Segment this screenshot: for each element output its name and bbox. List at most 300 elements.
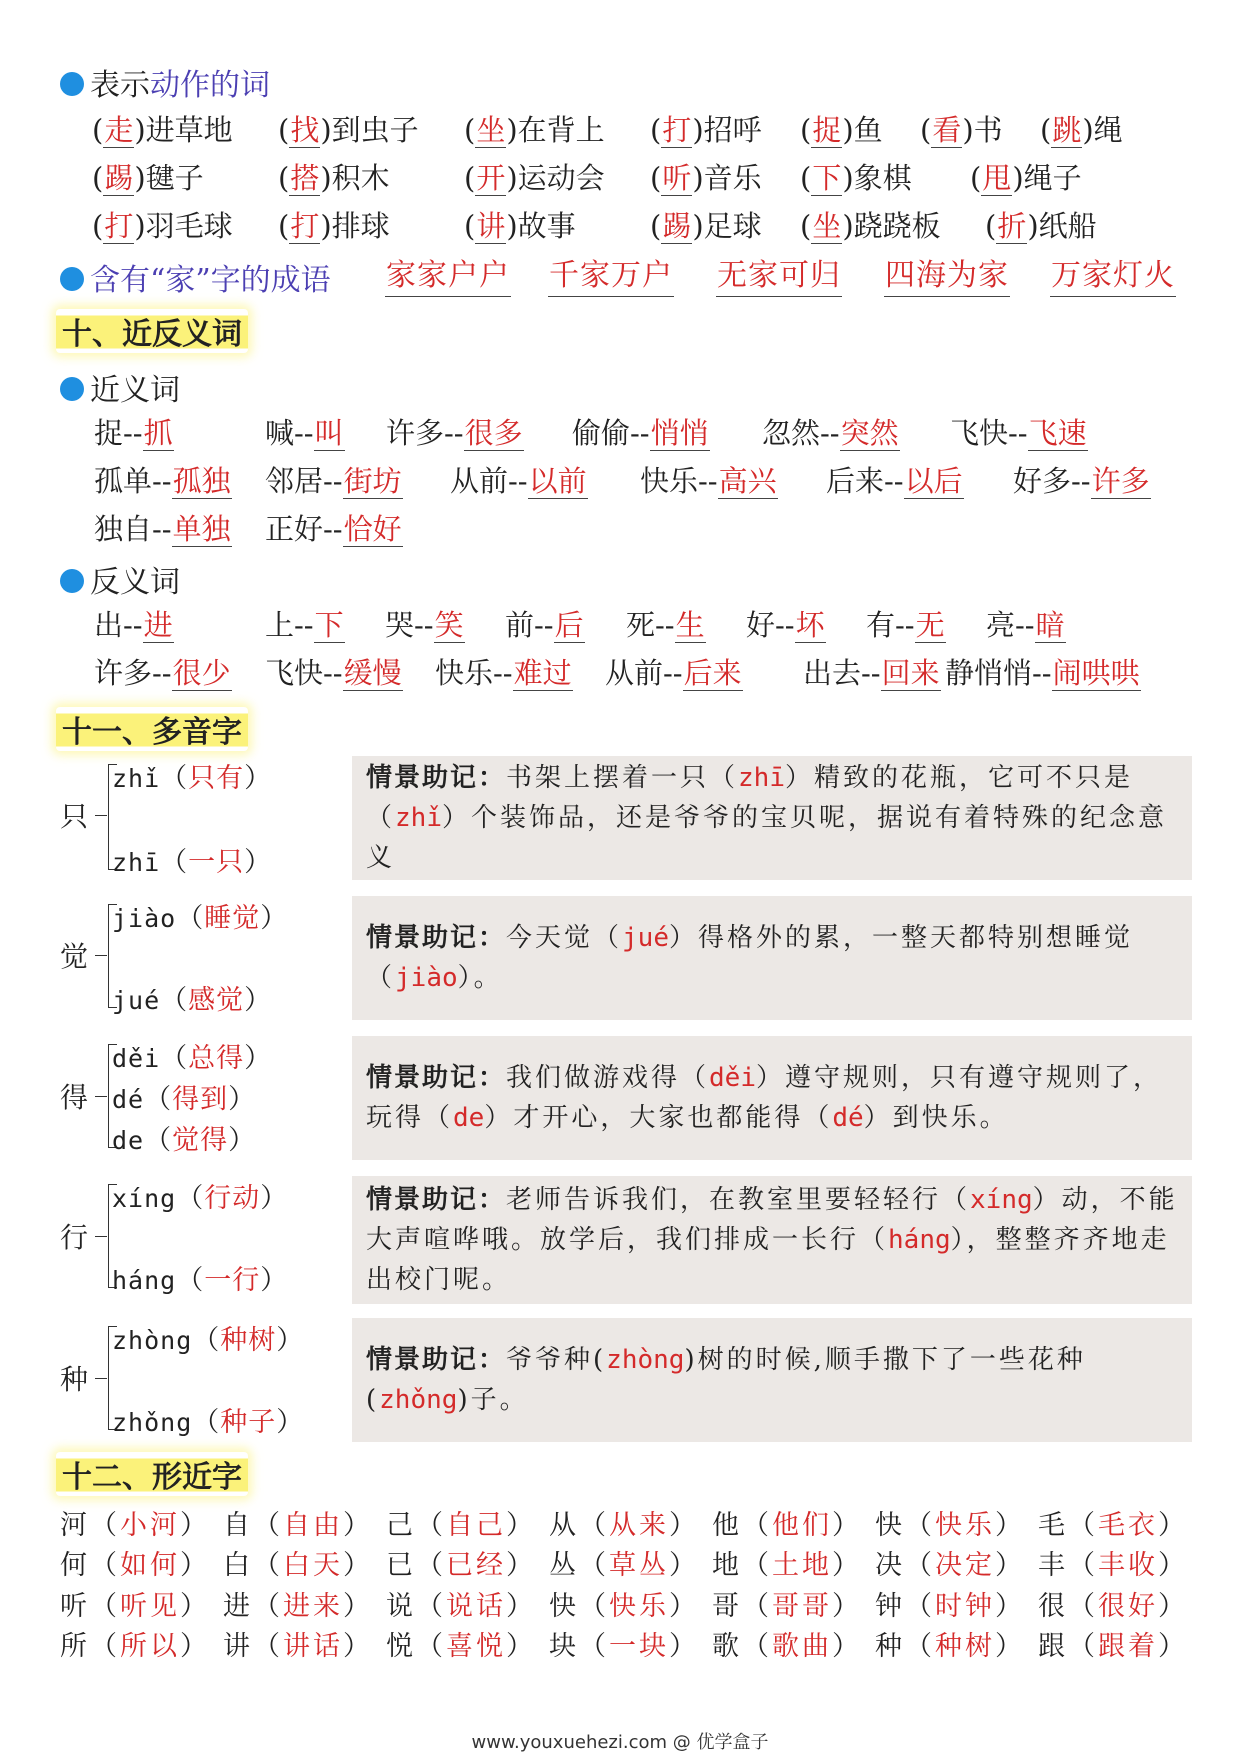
synonym-pair [94,461,232,501]
verb-object: )积木 [320,161,390,195]
memory-aid-text [366,1058,1178,1138]
paren-open: （ [742,1591,772,1622]
memo-pinyin: zhǐ [395,803,442,833]
verb-answer: 打 [662,113,692,147]
verb-answer: 走 [104,113,134,147]
synonym-answer: 飞速 [1028,416,1087,450]
similar-word: 自己 [446,1510,506,1541]
paren-close: ） [995,1510,1025,1541]
paren-open: （ [90,1550,120,1581]
paren-open: ( [920,113,932,147]
antonym-answer: 无 [915,608,945,642]
similar-word: 很好 [1098,1591,1158,1622]
similar-word: 歌曲 [772,1631,832,1662]
verb-answer: 下 [812,161,842,195]
similar-char: 丰 [1038,1550,1068,1581]
memo-text: ）。 [457,963,503,993]
similar-word: 已经 [446,1550,506,1581]
antonym-word: 哭-- [385,608,434,642]
synonym-row [0,413,1240,453]
similar-word: 自由 [283,1510,343,1541]
similar-word: 快乐 [609,1591,669,1622]
synonym-pair [265,461,403,501]
verb-object: )进草地 [134,113,233,147]
pinyin: jué [112,986,161,1015]
verb-row [0,110,1240,150]
similar-pair [875,1546,1025,1586]
similar-row [60,1627,1220,1667]
blue-bullet-icon [60,569,84,593]
polyphone-reading [112,1318,304,1357]
verb-phrase [278,110,419,150]
paren-close: ） [343,1591,373,1622]
paren-close: ） [1158,1550,1188,1581]
antonym-answer: 下 [314,608,344,642]
similar-pair [386,1506,536,1546]
similar-word: 所以 [120,1631,180,1662]
antonym-pair [746,605,826,645]
synonym-word: 从前-- [450,464,528,498]
verb-answer: 甩 [982,161,1012,195]
synonym-word: 邻居-- [265,464,343,498]
verb-phrase [650,110,762,150]
synonym-pair [640,461,778,501]
pinyin: zhǐ [112,764,161,793]
synonym-answer: 叫 [314,416,344,450]
memory-aid-box [352,1036,1192,1160]
paren-close: ） [669,1510,699,1541]
antonym-pair [803,653,941,693]
synonym-answer: 抓 [143,416,173,450]
similar-pair [712,1546,862,1586]
antonym-pair [945,653,1141,693]
similar-char: 歌 [712,1631,742,1662]
memory-aid-text [366,1180,1178,1300]
synonym-pair [94,413,174,453]
paren-open: ( [278,161,290,195]
paren-open: ( [278,209,290,243]
similar-pair [875,1587,1025,1627]
memo-text: ）精致的花瓶，它可不只是（ [366,763,1134,833]
polyphone-reading [112,978,272,1017]
paren-close: ） [228,1084,257,1115]
idiom-answer: 四海为家 [884,256,1010,297]
reading-word: 一只 [188,847,245,878]
synonym-pair [572,413,710,453]
polyphone-reading [112,840,272,879]
similar-pair [223,1506,373,1546]
similar-word: 跟着 [1098,1631,1158,1662]
polyphone-reading [112,1118,256,1157]
synonyms-heading: 近义词 [60,365,180,409]
paren-open: ( [970,161,982,195]
memo-text: 书架上摆着一只（ [506,763,739,793]
pinyin: zhòng [112,1326,193,1355]
verb-answer: 开 [476,161,506,195]
similar-pair [386,1546,536,1586]
synonym-pair [94,509,232,549]
synonym-pair [386,413,524,453]
paren-close: ） [506,1550,536,1581]
paren-close: ） [180,1550,210,1581]
synonym-answer: 悄悄 [650,416,709,450]
antonym-pair [626,605,706,645]
paren-open: （ [176,1183,205,1214]
antonym-answer: 很少 [172,656,231,690]
similar-word: 毛衣 [1098,1510,1158,1541]
antonym-word: 许多-- [94,656,172,690]
polyphone-reading [112,1077,256,1116]
synonym-row [0,461,1240,501]
paren-open: ( [800,113,812,147]
similar-char: 讲 [223,1631,253,1662]
verb-object: )纸船 [1027,209,1097,243]
verb-answer: 捉 [812,113,842,147]
idiom-answer: 千家万户 [548,256,674,297]
paren-open: （ [905,1510,935,1541]
paren-open: ( [92,161,104,195]
footer-watermark: www.youxuehezi.com @ 优学盒子 [471,1732,769,1753]
similar-char: 己 [386,1510,416,1541]
memo-text: 今天觉（ [506,923,623,953]
verb-row [0,158,1240,198]
antonym-answer: 缓慢 [343,656,402,690]
antonym-answer: 进 [143,608,173,642]
similar-pair [386,1587,536,1627]
bracket-tick [95,1378,107,1379]
memo-text: )树的时候,顺手撒下了一些花种( [366,1345,1086,1415]
paren-open: （ [416,1510,446,1541]
polyphone-char: 得 [60,1081,89,1114]
similar-pair [60,1546,210,1586]
paren-close: ） [276,1407,305,1438]
similar-pair [875,1627,1025,1667]
verb-answer: 折 [997,209,1027,243]
similar-row [60,1587,1220,1627]
memory-aid-text [366,758,1178,878]
verb-phrase [464,206,576,246]
similar-row [60,1506,1220,1546]
paren-close: ） [669,1631,699,1662]
similar-pair [386,1627,536,1667]
paren-open: （ [742,1550,772,1581]
similar-char: 进 [223,1591,253,1622]
memo-pinyin: děi [709,1063,756,1093]
synonym-pair [762,413,900,453]
paren-close: ） [669,1550,699,1581]
synonym-word: 捉-- [94,416,143,450]
bracket-line [108,1184,109,1288]
polyphone-char: 种 [60,1363,89,1396]
reading-word: 觉得 [172,1125,229,1156]
similar-char: 悦 [386,1631,416,1662]
paren-close: ） [228,1125,257,1156]
antonym-row [0,605,1240,645]
paren-close: ） [506,1631,536,1662]
reading-word: 睡觉 [204,903,261,934]
verb-object: )鱼 [842,113,883,147]
paren-close: ） [669,1591,699,1622]
reading-word: 得到 [172,1084,229,1115]
synonym-pair [1013,461,1151,501]
paren-open: （ [742,1510,772,1541]
verb-answer: 打 [104,209,134,243]
similar-char: 块 [549,1631,579,1662]
verb-object: )音乐 [692,161,762,195]
paren-close: ） [343,1510,373,1541]
paren-close: ） [995,1591,1025,1622]
paren-open: ( [800,209,812,243]
paren-close: ） [995,1631,1025,1662]
memory-aid-text [366,1340,1178,1420]
pinyin: de [112,1126,145,1155]
similar-char: 快 [875,1510,905,1541]
similar-pair [1038,1506,1188,1546]
polyphone-reading [112,1036,272,1075]
similar-char: 说 [386,1591,416,1622]
paren-open: ( [800,161,812,195]
synonym-word: 后来-- [826,464,904,498]
similar-word: 快乐 [935,1510,995,1541]
memo-text: ）得格外的累，一整天都特别想睡觉（ [366,923,1134,993]
memory-aid-box [352,756,1192,880]
similar-pair [1038,1546,1188,1586]
synonym-answer: 单独 [172,512,231,546]
verb-answer: 坐 [812,209,842,243]
verb-object: )绳 [1082,113,1123,147]
synonym-pair [826,461,964,501]
bracket-tick [95,1096,107,1097]
similar-char: 跟 [1038,1631,1068,1662]
synonym-pair [450,461,588,501]
synonym-answer: 许多 [1091,464,1150,498]
antonym-word: 飞快-- [265,656,343,690]
similar-char: 哥 [712,1591,742,1622]
verb-phrase [800,110,883,150]
paren-close: ） [244,763,273,794]
memo-text: 我们做游戏得（ [506,1063,710,1093]
paren-open: （ [1068,1591,1098,1622]
reading-word: 感觉 [188,985,245,1016]
idioms-heading: 含有“家”字的成语 [60,255,331,299]
memory-aid-label: 情景助记： [366,1345,507,1375]
paren-close: ） [244,1043,273,1074]
antonym-word: 有-- [866,608,915,642]
memo-text: 爷爷种( [506,1345,607,1375]
verb-phrase [92,206,233,246]
bracket-line [108,904,109,1008]
similar-char: 自 [223,1510,253,1541]
memo-pinyin: jué [622,923,669,953]
reading-word: 只有 [188,763,245,794]
memo-text: ）动，不能大声喧哗哦。放学后，我们排成一长行（ [366,1185,1178,1255]
memo-text: ）个装饰品，还是爷爷的宝贝呢，据说有着特殊的纪念意义 [366,803,1167,873]
verb-answer: 讲 [476,209,506,243]
idiom-answer: 无家可归 [716,256,842,297]
similar-char: 很 [1038,1591,1068,1622]
antonym-word: 好-- [746,608,795,642]
paren-open: （ [160,847,189,878]
antonym-answer: 闹哄哄 [1052,656,1140,690]
paren-close: ） [244,985,273,1016]
verb-answer: 搭 [290,161,320,195]
bracket-line [108,1326,109,1430]
verb-answer: 看 [932,113,962,147]
pinyin: zhǒng [112,1408,193,1437]
similar-char: 已 [386,1550,416,1581]
paren-open: （ [160,1043,189,1074]
antonym-answer: 坏 [795,608,825,642]
verb-answer: 找 [290,113,320,147]
reading-word: 种子 [220,1407,277,1438]
paren-close: ） [1158,1631,1188,1662]
similar-char: 河 [60,1510,90,1541]
antonym-answer: 暗 [1035,608,1065,642]
memo-pinyin: zhī [738,763,785,793]
similar-pair [549,1506,699,1546]
pinyin: dé [112,1085,145,1114]
paren-close: ） [343,1631,373,1662]
pinyin: xíng [112,1184,177,1213]
similar-pair [223,1587,373,1627]
verb-phrase [92,158,204,198]
paren-close: ） [343,1550,373,1581]
synonym-pair [265,413,345,453]
similar-char: 从 [549,1510,579,1541]
verb-phrase [92,110,233,150]
pinyin: jiào [112,904,177,933]
paren-close: ） [180,1510,210,1541]
similar-word: 草丛 [609,1550,669,1581]
verb-object: )毽子 [134,161,204,195]
polyphone-reading [112,1176,288,1215]
paren-close: ） [832,1631,862,1662]
reading-word: 行动 [204,1183,261,1214]
similar-char: 地 [712,1550,742,1581]
verb-object: )跷跷板 [842,209,941,243]
verb-object: )绳子 [1012,161,1082,195]
antonym-answer: 难过 [513,656,572,690]
paren-open: ( [650,209,662,243]
bracket-tick [95,815,107,816]
verb-answer: 听 [662,161,692,195]
memory-aid-label: 情景助记： [366,763,507,793]
antonym-word: 前-- [505,608,554,642]
verb-phrase [970,158,1082,198]
paren-open: （ [253,1550,283,1581]
verb-phrase [464,110,605,150]
verb-object: )故事 [506,209,576,243]
polyphone-reading [112,896,288,935]
synonym-word: 独自-- [94,512,172,546]
paren-open: （ [144,1125,173,1156]
polyphone-char: 行 [60,1221,89,1254]
synonym-word: 快乐-- [640,464,718,498]
antonym-answer: 回来 [881,656,940,690]
reading-word: 种树 [220,1325,277,1356]
antonym-pair [605,653,743,693]
paren-open: ( [92,113,104,147]
paren-open: ( [650,161,662,195]
pinyin: zhī [112,848,161,877]
blue-bullet-icon [60,72,84,96]
paren-close: ） [1158,1591,1188,1622]
paren-open: （ [416,1631,446,1662]
synonym-answer: 以后 [904,464,963,498]
paren-open: （ [253,1591,283,1622]
paren-open: （ [905,1631,935,1662]
antonym-answer: 后 [554,608,584,642]
verb-object: )在背上 [506,113,605,147]
verb-answer: 坐 [476,113,506,147]
similar-word: 讲话 [283,1631,343,1662]
pinyin: děi [112,1044,161,1073]
paren-open: （ [742,1631,772,1662]
paren-open: ( [1040,113,1052,147]
memo-pinyin: dé [832,1103,864,1133]
verb-phrase [278,158,390,198]
paren-open: （ [253,1510,283,1541]
synonym-answer: 恰好 [343,512,402,546]
similar-pair [712,1506,862,1546]
memory-aid-label: 情景助记： [366,923,507,953]
paren-close: ） [180,1631,210,1662]
synonym-answer: 很多 [464,416,523,450]
verb-phrase [278,206,390,246]
similar-char: 所 [60,1631,90,1662]
verb-phrase [650,158,762,198]
antonym-pair [505,605,585,645]
synonym-pair [950,413,1088,453]
paren-open: （ [160,985,189,1016]
paren-open: ( [650,113,662,147]
similar-word: 一块 [609,1631,669,1662]
antonyms-heading: 反义词 [60,557,180,601]
paren-close: ） [244,847,273,878]
similar-word: 喜悦 [446,1631,506,1662]
antonym-pair [94,653,232,693]
verb-phrase [464,158,605,198]
similar-pair [60,1506,210,1546]
similar-pair [549,1546,699,1586]
similar-word: 丰收 [1098,1550,1158,1581]
similar-pair [712,1627,862,1667]
synonym-answer: 以前 [528,464,587,498]
antonym-pair [866,605,946,645]
pinyin: háng [112,1266,177,1295]
similar-char: 何 [60,1550,90,1581]
verb-row [0,206,1240,246]
similar-word: 从来 [609,1510,669,1541]
bracket-line [108,1044,109,1148]
paren-close: ） [995,1550,1025,1581]
paren-open: ( [985,209,997,243]
similar-word: 决定 [935,1550,995,1581]
bracket-tick [95,1236,107,1237]
similar-char: 决 [875,1550,905,1581]
paren-open: （ [579,1550,609,1581]
similar-char: 他 [712,1510,742,1541]
blue-bullet-icon [60,377,84,401]
antonym-pair [265,605,345,645]
paren-close: ） [1158,1510,1188,1541]
polyphone-reading [112,756,272,795]
similar-row [60,1546,1220,1586]
paren-open: （ [579,1510,609,1541]
paren-open: （ [416,1550,446,1581]
similar-char: 种 [875,1631,905,1662]
polyphone-char: 只 [60,800,89,833]
